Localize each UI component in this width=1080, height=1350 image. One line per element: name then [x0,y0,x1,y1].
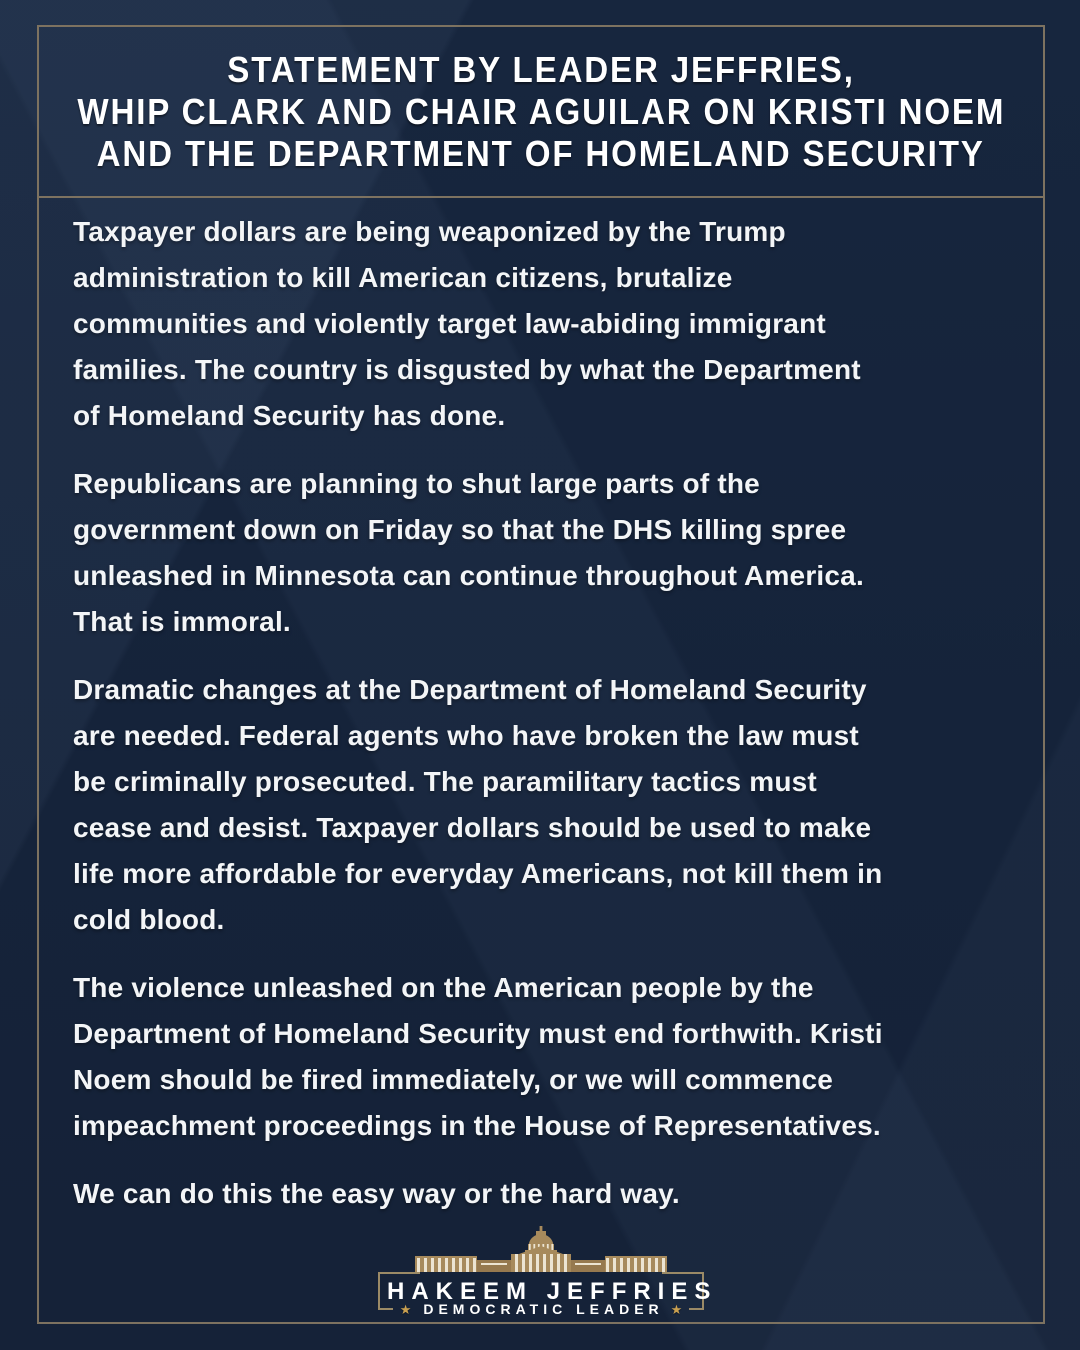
body-line: Taxpayer dollars are being weaponized by the Trump [73,216,786,247]
body-line: are needed. Federal agents who have broken the law must [73,720,859,751]
body-line: of Homeland Security has done. [73,400,506,431]
body-line: cold blood. [73,904,225,935]
logo-name: HAKEEM JEFFRIES [387,1278,718,1305]
paragraph-2 [73,461,1013,645]
body-line: administration to kill American citizens, brutalize [73,262,733,293]
subtitle-rule-left [378,1308,393,1310]
frame-border [37,25,1045,1324]
jeffries-logo [378,1226,718,1317]
capitol-icon [415,1226,667,1274]
body-line: communities and violently target law-abiding immigrant [73,308,826,339]
body-line: government down on Friday so that the DHS killing spree [73,514,847,545]
body-line: Dramatic changes at the Department of Homeland Security [73,674,867,705]
star-icon: ★ [399,1301,412,1317]
body-line: cease and desist. Taxpayer dollars should be used to make [73,812,872,843]
header [39,27,1043,198]
logo-subtitle-label: DEMOCRATIC LEADER [423,1301,664,1317]
body-line: impeachment proceedings in the House of Representatives. [73,1110,881,1141]
body-line: unleashed in Minnesota can continue throughout America. [73,560,864,591]
paragraph-5 [73,1171,1013,1217]
star-icon: ★ [670,1301,683,1317]
logo-box [378,1272,718,1317]
body-line: families. The country is disgusted by what the Department [73,354,861,385]
headline-line-1: STATEMENT BY LEADER JEFFRIES, [227,48,855,90]
paragraph-1 [73,209,1013,439]
paragraph-4 [73,965,1013,1149]
headline-line-2: WHIP CLARK AND CHAIR AGUILAR ON KRISTI NOEM [77,90,1005,132]
body-line: be criminally prosecuted. The paramilitary tactics must [73,766,817,797]
body-line: Department of Homeland Security must end forthwith. Kristi [73,1018,883,1049]
paragraph-3 [73,667,1013,943]
statement-body [39,198,1043,1217]
subtitle-rule-right [689,1308,704,1310]
body-line: Noem should be fired immediately, or we will commence [73,1064,834,1095]
body-line: life more affordable for everyday Americans, not kill them in [73,858,883,889]
headline-line-3: AND THE DEPARTMENT OF HOMELAND SECURITY [96,132,986,174]
body-line: Republicans are planning to shut large parts of the [73,468,760,499]
body-line: The violence unleashed on the American people by the [73,972,814,1003]
body-line: We can do this the easy way or the hard way. [73,1178,680,1209]
logo-subtitle [378,1301,704,1317]
body-line: That is immoral. [73,606,291,637]
